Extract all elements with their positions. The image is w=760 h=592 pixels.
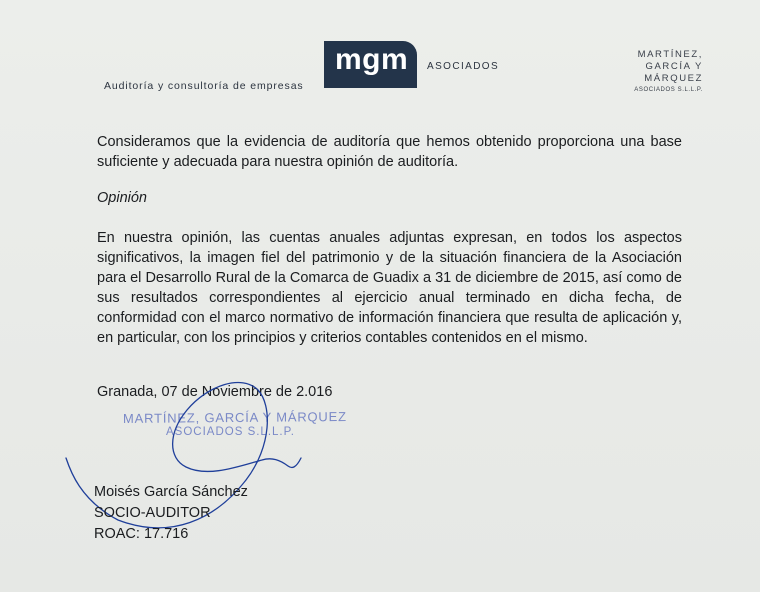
signer-roac: ROAC: 17.716 [94, 526, 189, 542]
logo-text: mgm [335, 43, 409, 76]
place-date: Granada, 07 de Noviembre de 2.016 [97, 384, 333, 400]
firm-tagline: Auditoría y consultoría de empresas [104, 80, 304, 92]
firm-name-line: MARTÍNEZ, [637, 49, 703, 60]
opinion-paragraph: En nuestra opinión, las cuentas anuales adjuntas expresan, en todos los aspectos significativos, la imagen fiel del patrimonio y de la situación financiera de la Asociación para el Desarrollo Rural de la Comarca de Guadix a 31 de diciembre de 2015, así como de sus resultados correspondientes al ejercicio anual terminado en dicha fecha, de conformidad con el marco normativo de información financiera que resulta de aplicación y, en particular, con los principios y criterios contables contenidos en el mismo. [97, 230, 682, 346]
opinion-heading: Opinión [97, 190, 147, 206]
signer-block [94, 482, 248, 545]
signer-name: Moisés García Sánchez [94, 484, 248, 500]
firm-stamp: MARTÍNEZ, GARCÍA Y MÁRQUEZ [122, 409, 347, 426]
audit-evidence-paragraph: Consideramos que la evidencia de auditoría que hemos obtenido proporciona una base suficiente y adecuada para nuestra opinión de auditoría. [97, 134, 682, 170]
firm-legal-form: ASOCIADOS S.L.L.P. [634, 87, 703, 93]
logo-suffix: ASOCIADOS [427, 61, 500, 72]
firm-stamp-subline: ASOCIADOS S.L.L.P. [166, 426, 296, 438]
firm-name-line: GARCÍA Y [645, 61, 703, 72]
firm-name-line: MÁRQUEZ [644, 73, 703, 84]
signer-role: SOCIO-AUDITOR [94, 505, 211, 521]
